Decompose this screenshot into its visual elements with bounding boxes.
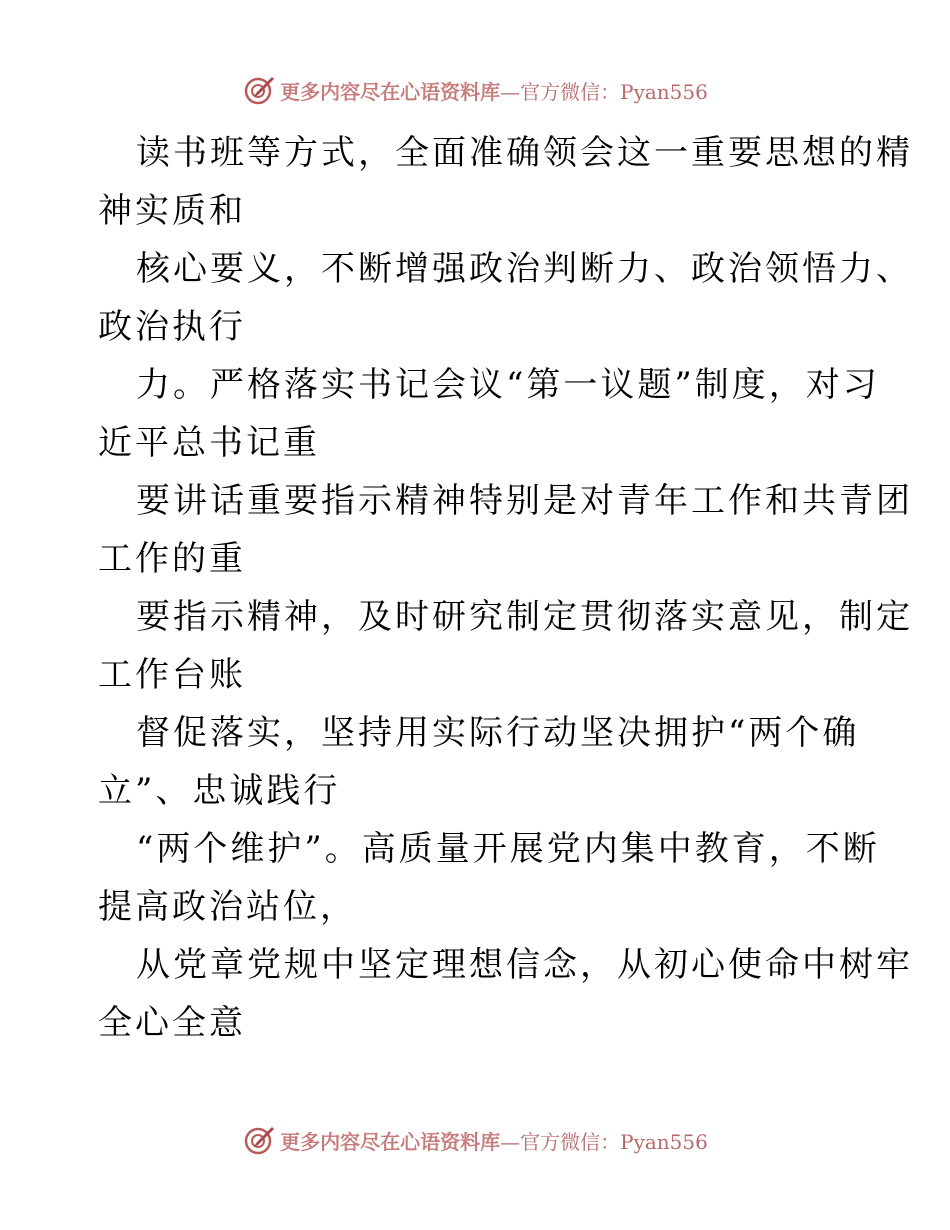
footer-watermark-text — [280, 1126, 708, 1155]
footer-brand-text: 更多内容尽在心语资料库 — [280, 1129, 501, 1154]
paragraph-line: 督促落实，坚持用实际行动坚决拥护“两个确 — [136, 713, 860, 753]
paragraph-line: 工作台账 — [98, 655, 246, 695]
paragraph-line: 核心要义，不断增强政治判断力、政治领悟力、 — [136, 249, 913, 289]
header-contact-text: —官方微信：Pyan556 — [500, 79, 708, 104]
header-watermark-banner — [0, 70, 950, 110]
header-brand-text: 更多内容尽在心语资料库 — [280, 79, 501, 104]
paragraph-line: 力。严格落实书记会议“第一议题”制度，对习 — [136, 365, 880, 405]
pen-logo-icon — [242, 73, 276, 107]
paragraph-line: 近平总书记重 — [98, 423, 320, 463]
paragraph-line: 工作的重 — [98, 539, 246, 579]
paragraph-line: 神实质和 — [98, 191, 246, 231]
header-watermark-text — [280, 76, 708, 105]
paragraph-line: 立”、忠诚践行 — [98, 771, 341, 811]
paragraph-line: 全心全意 — [98, 1003, 246, 1043]
paragraph-line: 政治执行 — [98, 307, 246, 347]
paragraph-line: 读书班等方式，全面准确领会这一重要思想的精 — [136, 133, 913, 173]
footer-contact-text: —官方微信：Pyan556 — [500, 1129, 708, 1154]
pen-logo-icon — [242, 1123, 276, 1157]
document-body — [98, 124, 913, 1052]
paragraph-line: 提高政治站位， — [98, 887, 357, 927]
footer-watermark-banner — [0, 1120, 950, 1160]
paragraph-line: 要指示精神，及时研究制定贯彻落实意见，制定 — [136, 597, 913, 637]
paragraph-line: 从党章党规中坚定理想信念，从初心使命中树牢 — [136, 945, 913, 985]
paragraph-line: 要讲话重要指示精神特别是对青年工作和共青团 — [136, 481, 913, 521]
paragraph-line: “两个维护”。高质量开展党内集中教育，不断 — [136, 829, 880, 869]
